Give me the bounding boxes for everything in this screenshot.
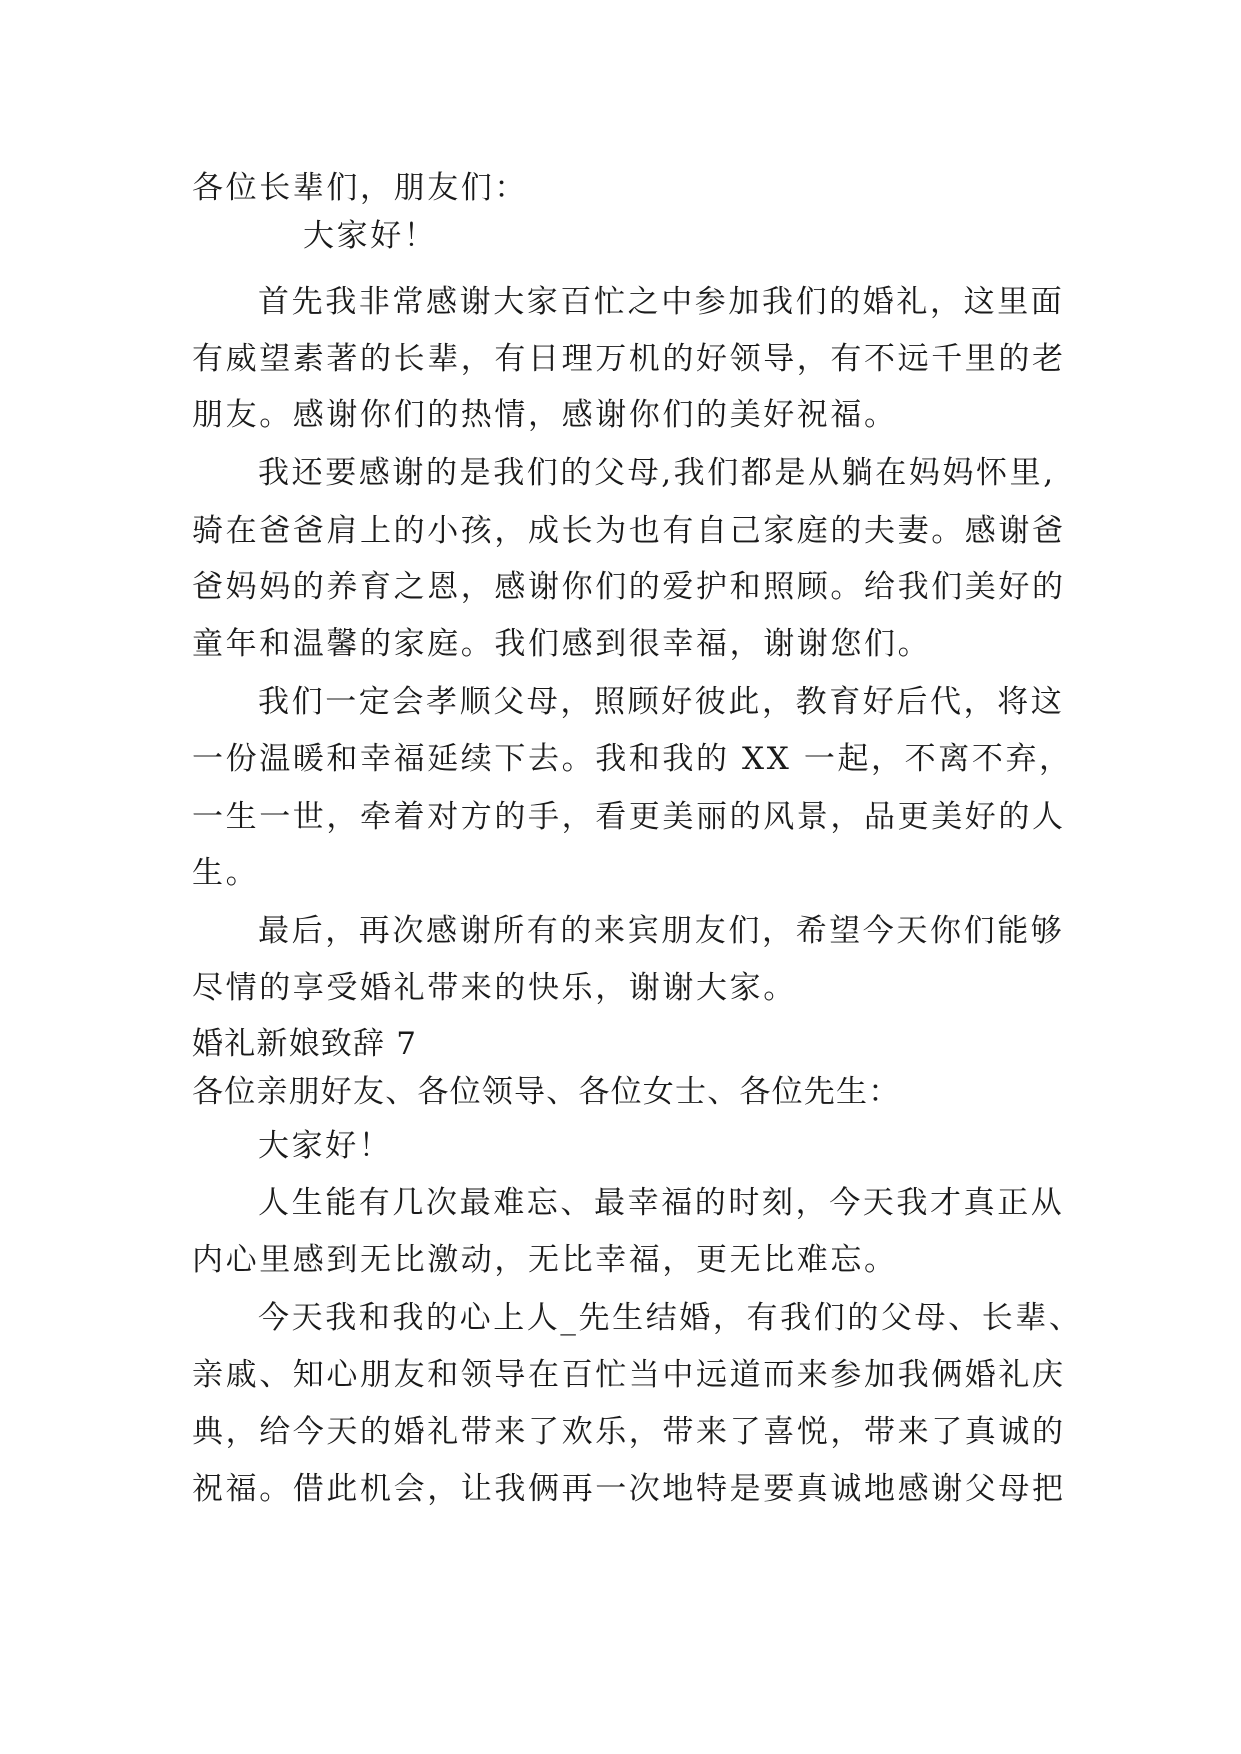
paragraph-line: 一份温暖和幸福延续下去。我和我的 XX 一起，不离不弃， <box>192 741 1073 777</box>
paragraph-line: 首先我非常感谢大家百忙之中参加我们的婚礼，这里面 <box>258 284 1065 320</box>
paragraph-line: 生。 <box>192 855 260 891</box>
paragraph-line: 典，给今天的婚礼带来了欢乐，带来了喜悦，带来了真诚的 <box>192 1414 1066 1450</box>
paragraph-line: 我还要感谢的是我们的父母,我们都是从躺在妈妈怀里, <box>258 455 1056 491</box>
paragraph-line: 朋友。感谢你们的热情，感谢你们的美好祝福。 <box>192 397 898 433</box>
paragraph-line: 爸妈妈的养育之恩，感谢你们的爱护和照顾。给我们美好的 <box>192 569 1066 605</box>
greeting: 大家好！ <box>258 1128 393 1164</box>
salutation: 各位长辈们，朋友们： <box>192 170 528 206</box>
paragraph-line: 我们一定会孝顺父母，照顾好彼此，教育好后代，将这 <box>258 684 1065 720</box>
paragraph-line: 最后，再次感谢所有的来宾朋友们，希望今天你们能够 <box>258 913 1065 949</box>
paragraph-line: 骑在爸爸肩上的小孩，成长为也有自己家庭的夫妻。感谢爸 <box>192 513 1066 549</box>
paragraph-line: 内心里感到无比激动，无比幸福，更无比难忘。 <box>192 1242 898 1278</box>
paragraph-line: 人生能有几次最难忘、最幸福的时刻，今天我才真正从 <box>258 1185 1065 1221</box>
paragraph-line: 祝福。借此机会，让我俩再一次地特是要真诚地感谢父母把 <box>192 1471 1066 1507</box>
paragraph-line: 今天我和我的心上人_先生结婚，有我们的父母、长辈、 <box>258 1300 1083 1336</box>
paragraph-line: 有威望素著的长辈，有日理万机的好领导，有不远千里的老 <box>192 341 1066 377</box>
paragraph-line: 童年和温馨的家庭。我们感到很幸福，谢谢您们。 <box>192 626 932 662</box>
greeting: 大家好！ <box>303 218 438 254</box>
paragraph-line: 一生一世，牵着对方的手，看更美丽的风景，品更美好的人 <box>192 799 1066 835</box>
salutation: 各位亲朋好友、各位领导、各位女士、各位先生： <box>192 1074 901 1110</box>
paragraph-line: 亲戚、知心朋友和领导在百忙当中远道而来参加我俩婚礼庆 <box>192 1357 1066 1393</box>
section-title: 婚礼新娘致辞 7 <box>192 1026 418 1062</box>
paragraph-line: 尽情的享受婚礼带来的快乐，谢谢大家。 <box>192 970 797 1006</box>
